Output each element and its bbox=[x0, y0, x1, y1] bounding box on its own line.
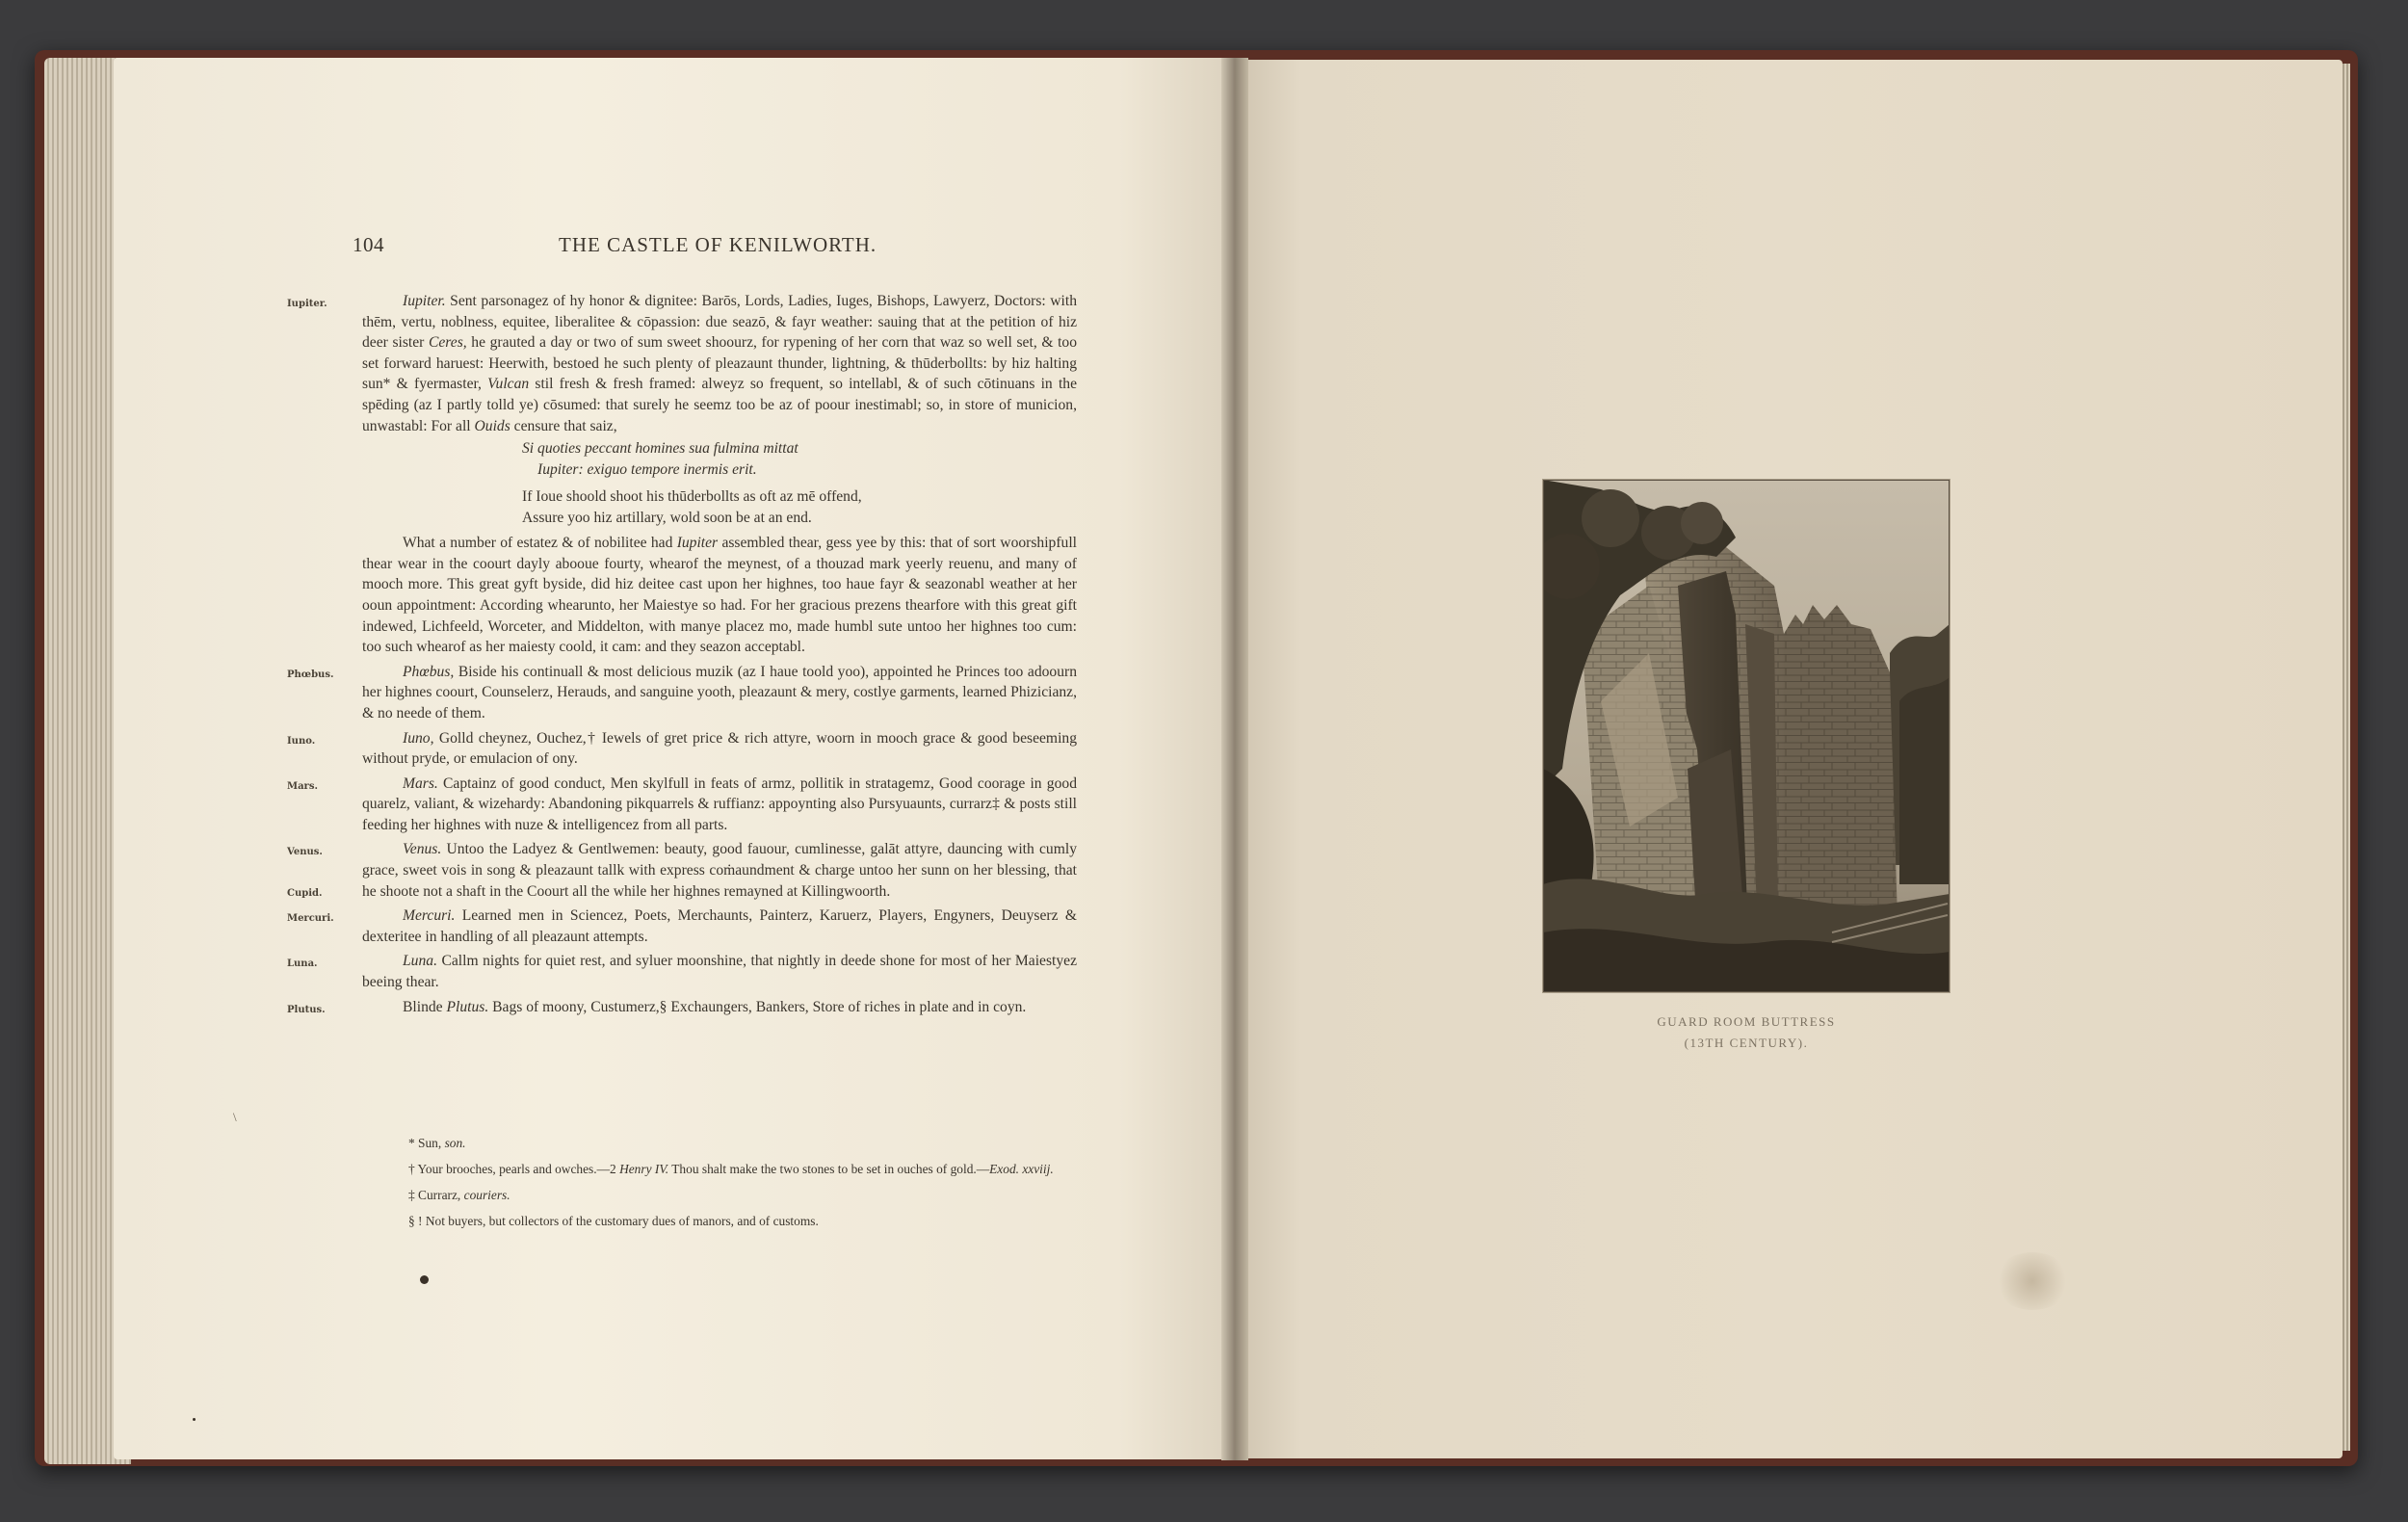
text-run: § ! Not buyers, but collectors of the customary dues of manors, and of customs. bbox=[408, 1214, 819, 1228]
verse-line: Assure yoo hiz artillary, wold soon be at an end. bbox=[522, 510, 812, 527]
entry-phoebus bbox=[287, 662, 1077, 724]
caption-line: GUARD ROOM BUTTRESS bbox=[1657, 1014, 1836, 1029]
entry-mars bbox=[287, 774, 1077, 836]
caption-line: (13TH CENTURY). bbox=[1684, 1036, 1809, 1050]
footnotes bbox=[368, 1135, 1077, 1239]
text-run: * Sun, bbox=[408, 1136, 445, 1150]
guard-room-buttress-photo bbox=[1543, 480, 1950, 992]
footnote bbox=[368, 1213, 1077, 1230]
text-run: Venus. bbox=[403, 841, 442, 858]
paragraph bbox=[362, 951, 1077, 992]
stray-mark: \ bbox=[233, 1110, 237, 1124]
text-run: Exod. xxviij. bbox=[989, 1162, 1054, 1176]
text-run: couriers. bbox=[463, 1188, 510, 1202]
footnote bbox=[368, 1161, 1077, 1178]
main-text bbox=[287, 287, 1078, 1017]
paragraph bbox=[362, 728, 1077, 770]
text-run: he grauted a day or two of sum sweet shoourz, for rypening of her corn that waz so well set, & too set forward haruest: Heerwith, bestoed he such plenty of pleazaunt thunder, lightning, & thūderbollts: by hiz halting sun* & fyermaster, bbox=[362, 334, 1077, 393]
paragraph bbox=[362, 839, 1077, 902]
text-run: Mars. bbox=[403, 774, 438, 792]
text-run: Ceres, bbox=[428, 334, 467, 352]
text-run: Thou shalt make the two stones to be set in ouches of gold.— bbox=[668, 1162, 990, 1176]
text-run: Iupiter bbox=[676, 535, 719, 552]
photo-caption bbox=[1543, 1011, 1950, 1054]
text-run: Vulcan bbox=[487, 376, 530, 393]
text-run: Phœbus, bbox=[403, 663, 455, 680]
text-run: Untoo the Ladyez & Gentlwemen: beauty, good fauour, cumlinesse, galāt attyre, dauncing with cumly grace, sweet vois in song & pleazaunt tallk with express coṁaundment & charge untoo her sunn on her blessing, that he shoote not a shaft in the Coourt all the while her highnes remayned at Killingwoorth. bbox=[362, 841, 1077, 900]
text-run: son. bbox=[444, 1136, 466, 1150]
paper-stain bbox=[1994, 1252, 2071, 1310]
footnote bbox=[368, 1187, 1077, 1204]
paragraph bbox=[362, 774, 1077, 836]
paragraph bbox=[362, 662, 1077, 724]
side-note: Cupid. bbox=[287, 888, 323, 900]
ink-spot bbox=[193, 1418, 196, 1421]
side-note: Phœbus. bbox=[287, 669, 334, 680]
text-run: Plutus. bbox=[446, 998, 489, 1015]
entry-venus bbox=[287, 839, 1077, 902]
text-run: Luna. bbox=[403, 953, 437, 970]
ink-spot bbox=[420, 1275, 429, 1284]
entry-estates bbox=[362, 533, 1077, 658]
page-number: 104 bbox=[353, 233, 384, 256]
footnote bbox=[368, 1135, 1077, 1152]
side-note: Iuno. bbox=[287, 735, 316, 747]
entry-luna bbox=[287, 951, 1077, 992]
text-run: Mercuri. bbox=[403, 907, 456, 925]
verse-line: If Ioue shoold shoot his thūderbollts as oft az mē offend, bbox=[522, 488, 862, 506]
side-note: Mars. bbox=[287, 780, 318, 792]
text-run: Callm nights for quiet rest, and syluer moonshine, that nightly in deede shone for most of her Maiestyez beeing thear. bbox=[362, 953, 1077, 991]
running-title: THE CASTLE OF KENILWORTH. bbox=[559, 233, 877, 256]
paragraph bbox=[362, 905, 1077, 947]
side-note: Plutus. bbox=[287, 1004, 326, 1015]
text-run: Blinde bbox=[403, 998, 447, 1015]
text-run: What a number of estatez & of nobilitee had bbox=[403, 535, 677, 552]
text-run: Henry IV. bbox=[619, 1162, 669, 1176]
side-note: Luna. bbox=[287, 958, 318, 970]
text-run: censure that saiz, bbox=[510, 417, 617, 434]
entry-mercuri bbox=[287, 905, 1077, 947]
text-run: Learned men in Sciencez, Poets, Merchaunts, Painterz, Karuerz, Players, Engyners, Deuyserz & dexteritee in handling of all pleazaunt attempts. bbox=[362, 907, 1077, 945]
side-note: Iupiter. bbox=[287, 299, 327, 309]
text-run: Bags of moony, Custumerz,§ Exchaungers, Bankers, Store of riches in plate and in coyn. bbox=[488, 998, 1027, 1015]
text-run: Ouids bbox=[474, 417, 510, 434]
text-run: Iuno, bbox=[403, 729, 434, 747]
entry-plutus bbox=[287, 997, 1077, 1018]
text-run: Captainz of good conduct, Men skylfull in feats of armz, pollitik in stratagemz, Good coorage in good quarelz, valiant, & wizehardy: Abandoning pikquarrels & ruffianz: appoynting also Pursyuaunts, currarz‡ & posts still feeding her highnes with nuze & intelligencez from all parts. bbox=[362, 774, 1077, 833]
text-run: Iupiter. bbox=[403, 293, 446, 309]
paragraph bbox=[362, 291, 1077, 436]
side-note: Venus. bbox=[287, 847, 323, 858]
verse-line: Si quoties peccant homines sua fulmina mittat bbox=[522, 440, 798, 458]
entry-jupiter bbox=[287, 291, 1077, 436]
paragraph bbox=[362, 533, 1077, 658]
verse-quotation bbox=[522, 438, 1077, 529]
paragraph bbox=[362, 997, 1077, 1018]
text-run: ‡ Currarz, bbox=[408, 1188, 464, 1202]
verse-line: Iupiter: exiguo tempore inermis erit. bbox=[537, 461, 757, 479]
text-run: stil fresh & fresh framed: alweyz so frequent, so intellabl, & of such cōtinuans in the spēding (az I partly tolld ye) cōsumed: that surely he seemz too be az of poour inestimabl; so, in store of municion, unwastabl: For all bbox=[362, 376, 1077, 434]
text-run: † Your brooches, pearls and owches.—2 bbox=[408, 1162, 620, 1176]
text-run: Golld cheynez, Ouchez,† Iewels of gret price & rich attyre, woorn in mooch grace & good beseeming without pryde, or emulacion of ony. bbox=[362, 729, 1077, 768]
text-run: Biside his continuall & most delicious muzik (az I haue toold yoo), appointed he Princes too adoourn her highnes coourt, Counselerz, Herauds, and sanguine yooth, pleazaunt & mery, costlye garments, learned Phizicianz, & no neede of them. bbox=[362, 663, 1077, 722]
entry-juno bbox=[287, 728, 1077, 770]
side-note: Mercuri. bbox=[287, 913, 334, 925]
book-gutter bbox=[1221, 58, 1248, 1460]
text-run: assembled thear, gess yee by this: that of sort woorshipfull thear wear in the coourt dayly abooue fourty, whearof the meynest, of a thouzad mark yeerly reuenu, and many of mooch more. This great gyft byside, did hiz deitee cast upon her highnes, too haue fayr & seazonabl weather at her ooun appointment: According whearunto, her Maiestye so had. For her gracious prezens thearfore with this great gift indewed, Lichfeeld, Worceter, and Middelton, with manye placez mo, made humbl sute untoo her highnes too cum: too such whearof as her maiesty coold, it cam: and they seazon acceptabl. bbox=[362, 535, 1078, 656]
running-head bbox=[353, 233, 1085, 262]
text-run: Sent parsonagez of hy honor & dignitee: Barōs, Lords, Ladies, Iuges, Bishops, Lawyerz, Doctors: with thēm, vertu, noblness, equitee, liberalitee & cōpassion: due seazō, & fayr weather: sauing that at the petition of hiz deer sister bbox=[362, 293, 1077, 352]
